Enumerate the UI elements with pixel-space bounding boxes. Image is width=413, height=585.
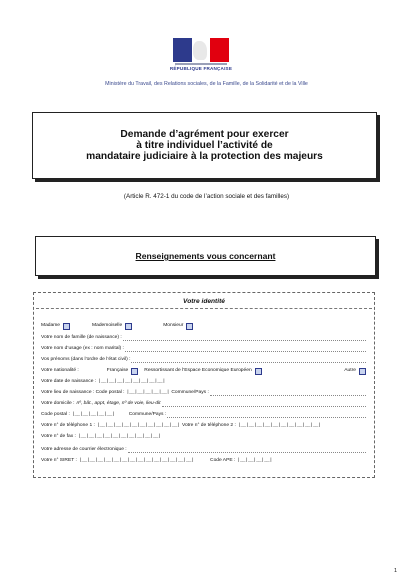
phone2-label: Votre n° de téléphone 2 :: [181, 423, 236, 428]
fax-label: Votre n° de fax :: [41, 434, 76, 439]
nationality-autre-label: Autre: [344, 368, 356, 373]
first-names-field[interactable]: [131, 357, 366, 363]
address-label: Votre domicile :: [41, 401, 75, 406]
phone2-grid[interactable]: |__|__|__|__|__|__|__|__|__|__|: [237, 423, 321, 428]
fax-row: [41, 433, 366, 441]
first-names-row: [41, 356, 366, 364]
identity-title: Votre identité: [183, 298, 225, 305]
birth-date-label: Votre date de naissance :: [41, 379, 97, 384]
email-label: Votre adresse de courrier électronique :: [41, 447, 127, 452]
civility-row: [41, 322, 366, 330]
civility-mademoiselle-label: Mademoiselle: [92, 323, 123, 328]
article-reference: (Article R. 472-1 du code de l’action sociale et des familles): [123, 193, 290, 200]
title-line-1: Demande d’agrément pour exercer: [120, 128, 289, 140]
republique-label: RÉPUBLIQUE FRANÇAISE: [169, 66, 233, 71]
republique-francaise-logo: [168, 38, 234, 78]
phone1-grid[interactable]: |__|__|__|__|__|__|__|__|__|__|: [96, 423, 180, 428]
title-line-3: mandataire judiciaire à la protection des majeurs: [86, 151, 323, 163]
civility-madame-label: Madame: [41, 323, 61, 328]
birth-commune-label: Commune/Pays :: [171, 390, 209, 395]
address-row: [41, 400, 366, 408]
nationality-label: Votre nationalité :: [41, 368, 79, 373]
postal-code-grid[interactable]: |__|__|__|__|__|: [71, 412, 115, 417]
identity-title-divider: [36, 308, 372, 309]
nationality-autre-checkbox[interactable]: [359, 368, 366, 375]
title-line-2: à titre individuel l’activité de: [136, 139, 273, 151]
nationality-eee-checkbox[interactable]: [255, 368, 262, 375]
birth-name-row: [41, 334, 366, 342]
address-field[interactable]: [162, 401, 367, 407]
birth-postal-grid[interactable]: |__|__|__|__|__|: [126, 390, 170, 395]
section-header-box: [35, 236, 376, 276]
siret-grid[interactable]: |__|__|__|__|__|__|__|__|__|__|__|__|__|__|: [78, 458, 195, 463]
section-title: Renseignements vous concernant: [135, 251, 276, 261]
birth-name-label: Votre nom de famille (de naissance) :: [41, 335, 122, 340]
ministry-name: Ministère du Travail, des Relations sociales, de la Famille, de la Solidarité et de la Ville: [105, 81, 308, 87]
email-row: [41, 446, 366, 454]
email-field[interactable]: [128, 447, 366, 453]
usage-name-row: [41, 345, 366, 353]
siret-label: Votre n° SIRET :: [41, 458, 77, 463]
first-names-label: Vos prénoms (dans l’ordre de l’état civil) :: [41, 357, 131, 362]
ape-label: Code APE :: [210, 458, 236, 463]
usage-name-field[interactable]: [125, 346, 366, 352]
civility-madame-checkbox[interactable]: [63, 323, 70, 330]
nationality-francaise-checkbox[interactable]: [131, 368, 138, 375]
address-hint: nº, bât., appt, étage, nº de voie, lieu-dit: [76, 401, 161, 406]
birth-date-grid[interactable]: |__|__|__|__|__|__|__|__|: [98, 379, 166, 384]
birth-place-label: Votre lieu de naissance : Code postal :: [41, 390, 125, 395]
civility-monsieur-label: Monsieur: [163, 323, 184, 328]
civility-mademoiselle-checkbox[interactable]: [125, 323, 132, 330]
civility-monsieur-checkbox[interactable]: [186, 323, 193, 330]
phone-row: [41, 422, 366, 430]
siret-row: [41, 457, 366, 465]
nationality-row: [41, 367, 366, 375]
birth-place-row: [41, 389, 366, 397]
motto-line: [175, 63, 227, 65]
commune-label: Commune/Pays :: [128, 412, 167, 417]
fax-grid[interactable]: |__|__|__|__|__|__|__|__|__|__|: [77, 434, 161, 439]
birth-name-field[interactable]: [123, 335, 366, 341]
nationality-francaise-label: Française: [106, 368, 129, 373]
document-title-box: [32, 112, 377, 179]
birth-date-row: [41, 378, 366, 386]
phone1-label: Votre n° de téléphone 1 :: [41, 423, 95, 428]
birth-commune-field[interactable]: [210, 390, 366, 396]
usage-name-label: Votre nom d’usage (ex : nom marital) :: [41, 346, 124, 351]
nationality-eee-label: Ressortissant de l’Espace Economique Européen: [144, 368, 252, 373]
ape-grid[interactable]: |__|__|__|__|: [237, 458, 273, 463]
postal-row: [41, 411, 366, 419]
postal-code-label: Code postal :: [41, 412, 70, 417]
page-number: 1: [394, 568, 398, 574]
commune-field[interactable]: [167, 412, 366, 418]
marianne-flag-icon: [173, 38, 229, 62]
identity-form: [33, 292, 375, 478]
